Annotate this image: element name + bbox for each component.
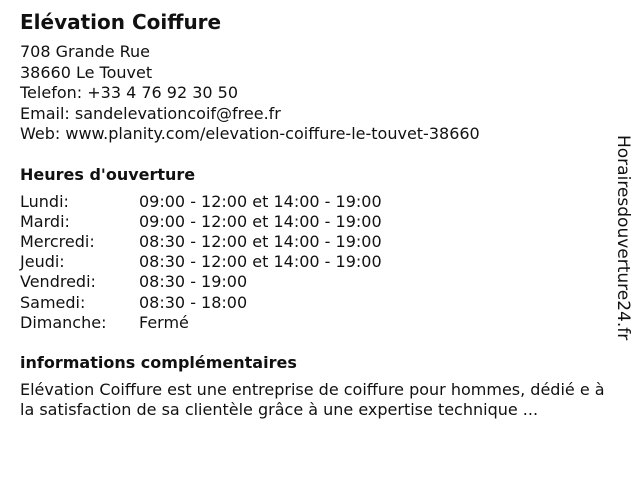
day-hours: 08:30 - 12:00 et 14:00 - 19:00 — [139, 231, 382, 251]
postal-city: 38660 Le Touvet — [20, 62, 153, 82]
email-address: Email: sandelevationcoif@free.fr — [20, 103, 281, 123]
hours-row-monday — [20, 192, 620, 212]
day-hours: Fermé — [139, 312, 189, 332]
day-label: Mardi: — [20, 211, 70, 231]
phone-number: Telefon: +33 4 76 92 30 50 — [20, 83, 239, 102]
hours-row-saturday — [20, 293, 620, 313]
business-card — [20, 10, 620, 421]
address-block — [20, 42, 620, 145]
day-label: Lundi: — [20, 191, 69, 211]
day-label: Vendredi: — [20, 272, 96, 292]
info-title: informations complémentaires — [20, 352, 297, 372]
hours-table — [20, 192, 620, 333]
info-description: Elévation Coiffure est une entreprise de coiffure pour hommes, dédié e à la satisfaction de sa clientèle grâce à une expertise technique ... — [20, 379, 605, 420]
business-name: Elévation Coiffure — [20, 10, 222, 34]
day-hours: 09:00 - 12:00 et 14:00 - 19:00 — [139, 211, 382, 231]
hours-row-tuesday — [20, 212, 620, 232]
day-label: Jeudi: — [20, 252, 65, 272]
day-label: Dimanche: — [20, 312, 107, 332]
hours-row-wednesday — [20, 232, 620, 252]
site-watermark: Horairesdouverture24.fr — [613, 135, 633, 341]
day-hours: 08:30 - 19:00 — [139, 272, 248, 292]
hours-row-sunday — [20, 313, 620, 333]
day-hours: 08:30 - 18:00 — [139, 292, 248, 312]
hours-title: Heures d'ouverture — [20, 164, 196, 184]
day-hours: 09:00 - 12:00 et 14:00 - 19:00 — [139, 191, 382, 211]
street-address: 708 Grande Rue — [20, 42, 151, 61]
day-label: Samedi: — [20, 292, 86, 312]
hours-row-thursday — [20, 252, 620, 272]
website-link: Web: www.planity.com/elevation-coiffure-le-touvet-38660 — [20, 124, 480, 143]
hours-row-friday — [20, 272, 620, 292]
day-hours: 08:30 - 12:00 et 14:00 - 19:00 — [139, 252, 382, 272]
day-label: Mercredi: — [20, 231, 95, 251]
